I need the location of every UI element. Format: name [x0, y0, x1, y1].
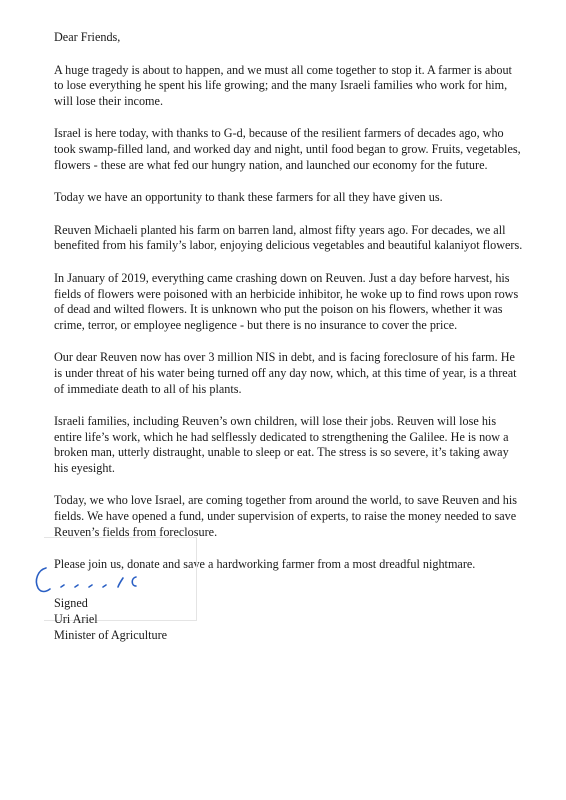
- paragraph: In January of 2019, everything came crashing down on Reuven. Just a day before harvest, his fields of flowers were poisoned with an herbicide inhibitor, he woke up to find rows upon rows of dead and wilted flowers. It is unknown who put the poison on his flowers, whether it was crime, terror, or employee negligence - but there is no insurance to cover the price.: [54, 270, 519, 332]
- paragraph: Israel is here today, with thanks to G-d, because of the resilient farmers of decades ago, who took swamp-filled land, and worked day and night, until food began to grow. Fruits, vegetables, flowers - these are what fed our hungry nation, and launched our economy for the future.: [54, 126, 521, 172]
- paragraph: Today, we who love Israel, are coming together from around the world, to save Reuven and his fields. We have opened a fund, under supervision of experts, to raise the money needed to save Reuven’s fields from foreclosure.: [54, 493, 518, 539]
- greeting: Dear Friends,: [54, 30, 121, 44]
- signed-label: Signed: [54, 596, 88, 610]
- paragraph: Reuven Michaeli planted his farm on barren land, almost fifty years ago. For decades, we all benefited from his family’s labor, enjoying delicious vegetables and beautiful kalaniyot flowers.: [54, 222, 523, 253]
- closing-paragraph: Please join us, donate and save a hardworking farmer from a most dreadful nightmare.: [54, 557, 476, 572]
- signer-name: Uri Ariel: [54, 611, 98, 626]
- paragraph: Today we have an opportunity to thank these farmers for all they have given us.: [54, 190, 443, 205]
- paragraph: Our dear Reuven now has over 3 million NIS in debt, and is facing foreclosure of his farm. He is under threat of his water being turned off any day now, which, at this time of year, is a threat of immediate death to all of his plants.: [54, 350, 517, 396]
- paragraph: A huge tragedy is about to happen, and we must all come together to stop it. A farmer is about to lose everything he spent his life growing; and the many Israeli families who work for him, will lose their income.: [54, 62, 512, 108]
- signer-title: Minister of Agriculture: [54, 627, 168, 642]
- letter-body: [54, 30, 524, 573]
- signature-block: [54, 596, 167, 643]
- paragraph: Israeli families, including Reuven’s own children, will lose their jobs. Reuven will lose his entire life’s work, which he had selflessly dedicated to strengthening the Galilee. He is now a broken man, utterly distraught, unable to sleep or eat. The stress is so severe, it’s taking away his eyesight.: [54, 414, 509, 475]
